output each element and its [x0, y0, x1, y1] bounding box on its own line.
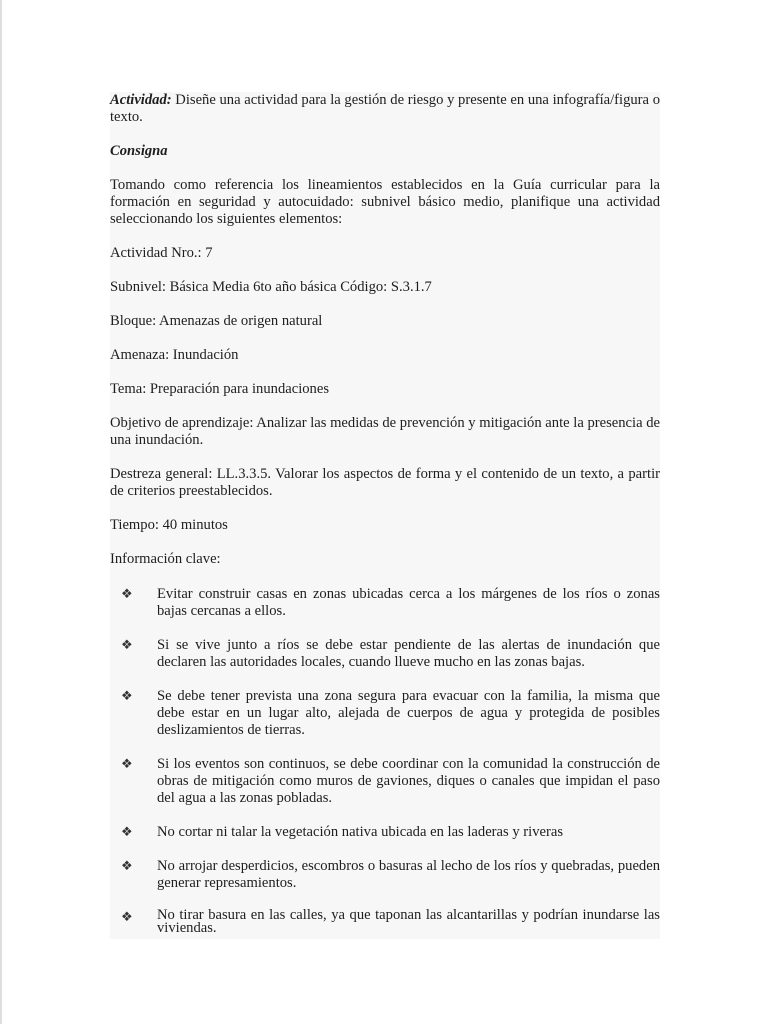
activity-label: Actividad:: [110, 92, 172, 108]
page-edge: [0, 0, 2, 1024]
list-item: ❖ Si los eventos son continuos, se debe coordinar con la comunidad la construcción de obras de mitigación como muros de gaviones, diques o canales que impidan el paso del agua a las zonas pobladas.: [121, 756, 660, 806]
list-item: ❖ No arrojar desperdicios, escombros o basuras al lecho de los ríos y quebradas, pueden generar represamientos.: [121, 858, 660, 891]
list-item: ❖ No cortar ni talar la vegetación nativa ubicada en las laderas y riveras: [121, 824, 564, 840]
activity-paragraph: [110, 92, 660, 126]
diamond-bullet-icon: ❖: [121, 757, 133, 772]
diamond-bullet-icon: ❖: [121, 859, 133, 874]
key-info-list: [110, 586, 660, 935]
field-tiempo: Tiempo: 40 minutos: [110, 517, 228, 533]
field-bloque: Bloque: Amenazas de origen natural: [110, 313, 323, 329]
diamond-bullet-icon: ❖: [121, 910, 133, 925]
field-subnivel: Subnivel: Básica Media 6to año básica Código: S.3.1.7: [110, 279, 432, 295]
list-item: ❖ Evitar construir casas en zonas ubicadas cerca a los márgenes de los ríos o zonas bajas cercanas a ellos.: [121, 586, 660, 619]
list-item: ❖ No tirar basura en las calles, ya que taponan las alcantarillas y podrían inundarse las viviendas.: [121, 907, 660, 936]
document-body: [110, 92, 660, 939]
field-destreza: Destreza general: LL.3.3.5. Valorar los aspectos de forma y el contenido de un texto, a partir de criterios preestablecidos.: [110, 466, 660, 499]
intro-paragraph: Tomando como referencia los lineamientos establecidos en la Guía curricular para la formación en seguridad y autocuidado: subnivel básico medio, planifique una actividad seleccionando los siguientes elementos:: [110, 177, 660, 227]
consigna-heading: Consigna: [110, 143, 168, 159]
diamond-bullet-icon: ❖: [121, 689, 133, 704]
field-activity-number: Actividad Nro.: 7: [110, 245, 213, 261]
diamond-bullet-icon: ❖: [121, 587, 133, 602]
field-tema: Tema: Preparación para inundaciones: [110, 381, 330, 397]
field-objetivo: Objetivo de aprendizaje: Analizar las medidas de prevención y mitigación ante la presencia de una inundación.: [110, 415, 660, 448]
list-item: ❖ Si se vive junto a ríos se debe estar pendiente de las alertas de inundación que declaren las autoridades locales, cuando llueve mucho en las zonas bajas.: [121, 637, 660, 670]
diamond-bullet-icon: ❖: [121, 825, 133, 840]
field-amenaza: Amenaza: Inundación: [110, 347, 239, 363]
field-informacion-clave: Información clave:: [110, 551, 221, 567]
list-item: ❖ Se debe tener prevista una zona segura para evacuar con la familia, la misma que debe estar en un lugar alto, alejada de cuerpos de agua y protegida de posibles deslizamientos de tierras.: [121, 688, 660, 738]
diamond-bullet-icon: ❖: [121, 638, 133, 653]
activity-text: Diseñe una actividad para la gestión de riesgo y presente en una infografía/figura o texto.: [110, 92, 660, 125]
